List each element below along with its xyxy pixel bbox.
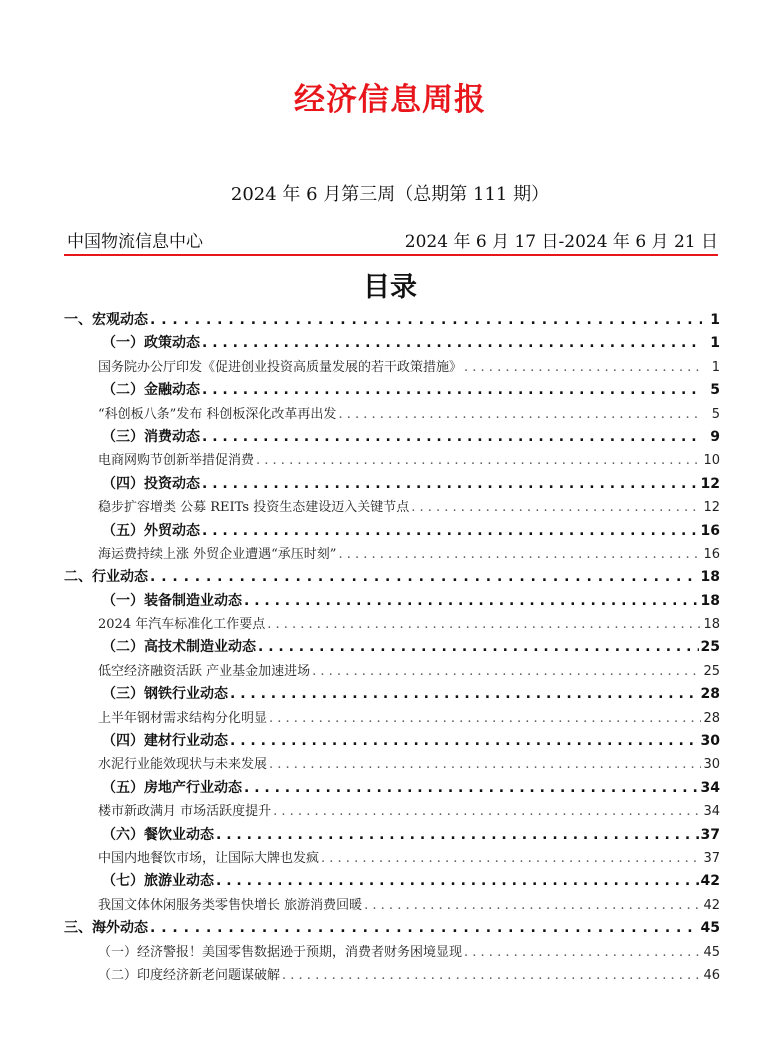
toc-entry-title: 三、海外动态 [64,920,148,937]
toc-entry-title: 国务院办公厅印发《促进创业投资高质量发展的若干政策措施》 [98,359,463,375]
table-of-contents [64,309,720,987]
toc-entry[interactable] [64,403,720,426]
dot-leader [202,426,702,449]
dot-leader [273,800,701,823]
toc-entry-page-number: 46 [703,967,720,983]
toc-entry[interactable] [64,777,720,800]
toc-entry[interactable] [64,613,720,636]
dot-leader [267,613,701,636]
toc-entry[interactable] [64,309,720,332]
toc-entry-page-number: 12 [703,500,720,516]
toc-entry-title: （二）印度经济新老问题谋破解 [98,967,281,983]
dot-leader [338,403,702,426]
toc-entry-title: （二）高技术制造业动态 [102,639,256,656]
dot-leader [202,520,699,543]
toc-entry-page-number: 1 [710,335,720,352]
toc-entry-page-number: 45 [703,944,720,960]
toc-entry-page-number: 25 [703,663,720,679]
toc-entry-title: （五）房地产行业动态 [102,779,242,796]
toc-entry-page-number: 28 [703,710,720,726]
toc-entry-page-number: 37 [703,850,720,866]
toc-entry-title: （三）钢铁行业动态 [102,686,228,703]
toc-entry-page-number: 1 [711,359,720,375]
header-divider [64,254,718,256]
toc-entry-page-number: 25 [700,639,720,656]
dot-leader [269,707,701,730]
toc-entry[interactable] [64,566,720,589]
toc-entry[interactable] [64,332,720,355]
toc-entry[interactable] [64,590,720,613]
issue-subtitle: 2024 年 6 月第三周（总期第 111 期） [230,184,550,205]
dot-leader [216,870,699,893]
toc-entry-page-number: 42 [703,897,720,913]
toc-entry-title: 中国内地餐饮市场，让国际大牌也发疯 [98,850,320,866]
toc-entry[interactable] [64,496,720,519]
dot-leader [364,894,701,917]
toc-entry-page-number: 18 [700,592,720,609]
toc-entry-title: 电商网购节创新举措促消费 [98,453,255,469]
toc-entry[interactable] [64,356,720,379]
toc-entry-page-number: 37 [700,826,720,843]
toc-entry-title: 二、行业动态 [64,569,148,586]
toc-entry-title: （一）经济警报！美国零售数据逊于预期，消费者财务困境显现 [98,944,463,960]
toc-heading: 目录 [363,272,417,303]
toc-entry-title: （一）政策动态 [102,335,200,352]
toc-entry-title: 楼市新政满月 市场活跃度提升 [98,804,272,820]
organization-name: 中国物流信息中心 [67,232,203,252]
toc-entry[interactable] [64,543,720,566]
toc-entry-title: （七）旅游业动态 [102,873,214,890]
date-range: 2024 年 6 月 17 日-2024 年 6 月 21 日 [404,232,718,252]
toc-entry[interactable] [64,753,720,776]
toc-entry-title: 上半年钢材需求结构分化明显 [98,710,268,726]
dot-leader [230,730,699,753]
toc-entry-title: （四）投资动态 [102,475,200,492]
toc-entry-page-number: 5 [711,406,720,422]
report-title: 经济信息周报 [294,82,486,118]
dot-leader [282,964,701,987]
dot-leader [321,847,701,870]
toc-entry[interactable] [64,426,720,449]
toc-entry-title: 我国文体休闲服务类零售快增长 旅游消费回暖 [98,897,363,913]
toc-entry-title: 水泥行业能效现状与未来发展 [98,757,268,773]
toc-entry[interactable] [64,894,720,917]
toc-entry[interactable] [64,847,720,870]
dot-leader [202,473,699,496]
toc-entry-title: （三）消费动态 [102,428,200,445]
toc-entry-page-number: 18 [700,569,720,586]
toc-entry[interactable] [64,870,720,893]
dot-leader [411,496,701,519]
toc-entry-page-number: 1 [710,312,720,328]
toc-entry-page-number: 18 [703,617,720,633]
toc-entry-page-number: 34 [700,779,720,796]
dot-leader [338,543,701,566]
toc-entry-page-number: 5 [710,382,720,399]
toc-entry[interactable] [64,800,720,823]
toc-entry[interactable] [64,473,720,496]
toc-entry[interactable] [64,683,720,706]
dot-leader [202,379,702,402]
toc-entry[interactable] [64,379,720,402]
toc-entry[interactable] [64,707,720,730]
dot-leader [216,824,699,847]
dot-leader [464,941,701,964]
toc-entry-page-number: 42 [700,873,720,890]
dot-leader [150,917,699,940]
toc-entry-title: “科创板八条”发布 科创板深化改革再出发 [98,406,337,422]
toc-entry-page-number: 34 [703,804,720,820]
toc-entry-title: （五）外贸动态 [102,522,200,539]
toc-entry-title: （一）装备制造业动态 [102,592,242,609]
dot-leader [464,356,702,379]
toc-entry[interactable] [64,917,720,940]
dot-leader [150,309,702,332]
toc-entry-page-number: 10 [703,453,720,469]
dot-leader [244,777,699,800]
toc-entry-title: （四）建材行业动态 [102,733,228,750]
dot-leader [244,590,699,613]
toc-entry[interactable] [64,964,720,987]
toc-entry[interactable] [64,636,720,659]
toc-entry[interactable] [64,941,720,964]
dot-leader [230,683,699,706]
toc-entry-page-number: 16 [700,522,720,539]
toc-entry[interactable] [64,660,720,683]
dot-leader [256,449,701,472]
toc-entry-title: 低空经济融资活跃 产业基金加速进场 [98,663,311,679]
dot-leader [269,753,701,776]
toc-entry-page-number: 30 [700,733,720,750]
toc-entry-title: 稳步扩容增类 公募 REITs 投资生态建设迈入关键节点 [98,500,410,516]
toc-entry-title: 海运费持续上涨 外贸企业遭遇“承压时刻” [98,546,337,562]
toc-entry-title: （二）金融动态 [102,382,200,399]
dot-leader [202,332,702,355]
toc-entry-page-number: 16 [703,546,720,562]
toc-entry-title: 2024 年汽车标准化工作要点 [98,617,266,633]
toc-entry[interactable] [64,520,720,543]
toc-entry[interactable] [64,730,720,753]
toc-entry[interactable] [64,824,720,847]
dot-leader [258,636,699,659]
toc-entry-page-number: 30 [703,757,720,773]
toc-entry-page-number: 12 [700,475,720,492]
toc-entry-title: （六）餐饮业动态 [102,826,214,843]
dot-leader [312,660,701,683]
toc-entry-page-number: 45 [700,920,720,937]
toc-entry-page-number: 9 [710,428,720,445]
toc-entry[interactable] [64,449,720,472]
toc-entry-page-number: 28 [700,686,720,703]
toc-entry-title: 一、宏观动态 [64,312,148,328]
dot-leader [150,566,699,589]
